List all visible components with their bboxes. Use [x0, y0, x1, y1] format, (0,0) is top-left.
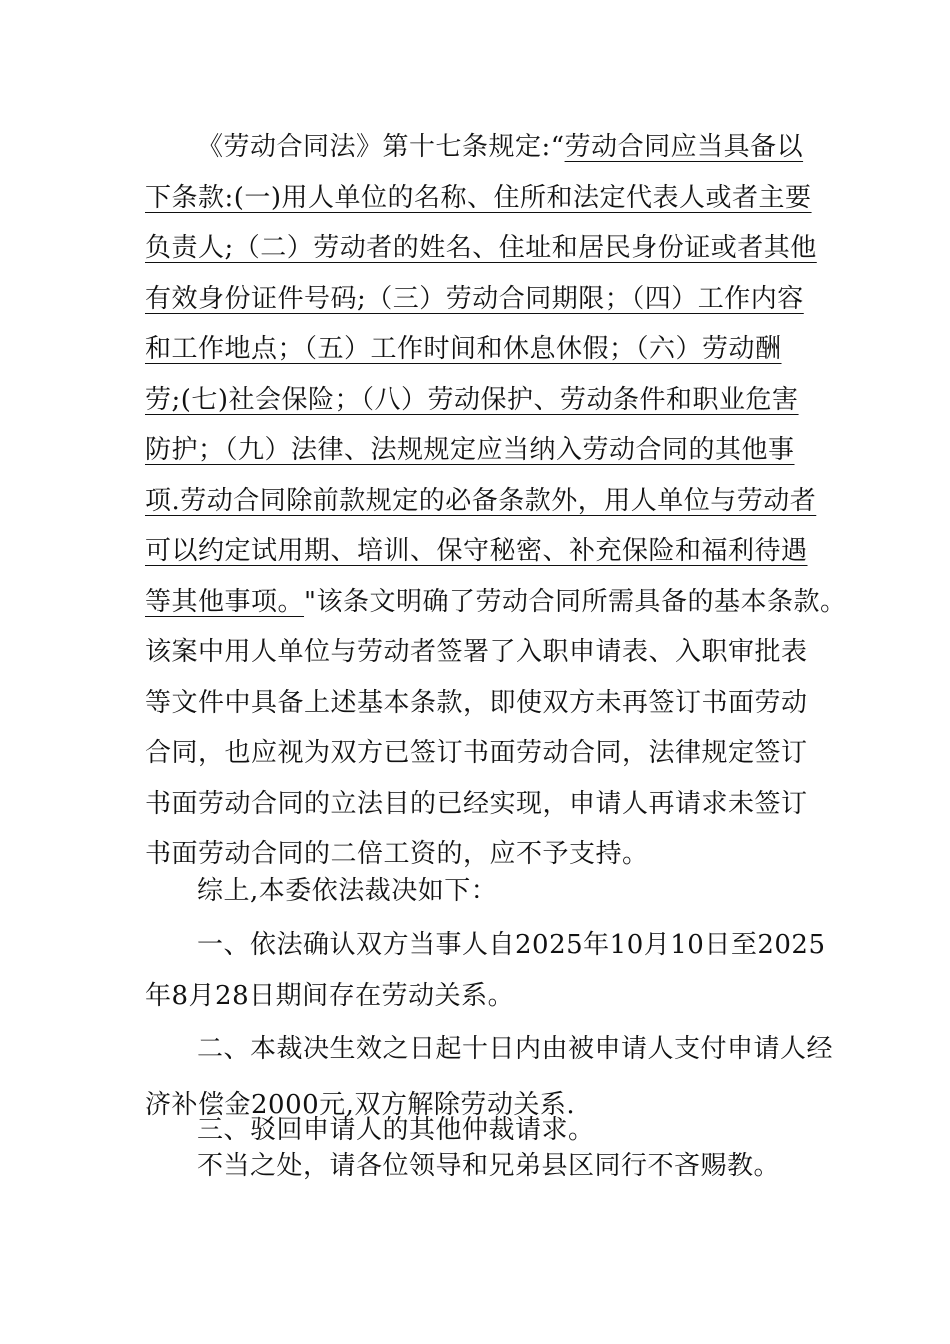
- plain-text: 书面劳动合同的立法目的已经实现，申请人再请求未签订: [145, 788, 808, 819]
- text-line: [145, 173, 810, 224]
- underlined-text: 劳;(七)社会保险；（八）劳动保护、劳动条件和职业危害: [145, 384, 799, 415]
- text-line: [145, 728, 810, 779]
- underlined-text: 和工作地点；（五）工作时间和休息休假；（六）劳动酬: [145, 334, 782, 364]
- plain-text: 等文件中具备上述基本条款，即使双方未再签订书面劳动: [145, 687, 808, 718]
- underlined-text: 下条款:(一)用人单位的名称、住所和法定代表人或者主要: [145, 182, 812, 213]
- text-line: [145, 425, 810, 476]
- underlined-text: 负责人;（二）劳动者的姓名、住址和居民身份证或者其他: [145, 233, 817, 263]
- text-line: 二、本裁决生效之日起十日内由被申请人支付申请人经: [197, 1034, 834, 1064]
- text-line: [145, 627, 810, 678]
- text-line: [145, 678, 810, 729]
- underlined-text: 有效身份证件号码;（三）劳动合同期限；（四）工作内容: [145, 283, 804, 314]
- text-line: [145, 324, 810, 375]
- text-line: [145, 274, 810, 325]
- plain-text: 《劳动合同法》第十七条规定:“: [197, 132, 565, 162]
- closing-remark: [145, 1148, 810, 1184]
- paragraph-summary: [145, 866, 810, 917]
- underlined-text: 等其他事项。: [145, 586, 305, 617]
- plain-text: 合同，也应视为双方已签订书面劳动合同，法律规定签订: [145, 738, 808, 768]
- paragraph-legal-analysis: [145, 122, 847, 880]
- underlined-text: 防护；（九）法律、法规规定应当纳入劳动合同的其他事: [145, 435, 795, 465]
- text-line: 综上,本委依法裁决如下：: [197, 876, 498, 906]
- text-line: [145, 779, 810, 830]
- text-line: 三、驳回申请人的其他仲裁请求。: [197, 1115, 595, 1145]
- underlined-text: 项.劳动合同除前款规定的必备条款外，用人单位与劳动者: [145, 485, 817, 516]
- text-line: [145, 476, 817, 527]
- plain-text: "该条文明确了劳动合同所需具备的基本条款。: [304, 586, 847, 617]
- text-line: [145, 577, 847, 628]
- text-line: 一、依法确认双方当事人自2025年10月10日至2025: [197, 930, 826, 960]
- text-line: 济补偿金2000元,双方解除劳动关系.: [145, 1089, 576, 1120]
- underlined-text: 可以约定试用期、培训、保守秘密、补充保险和福利待遇: [145, 536, 808, 566]
- underlined-text: 劳动合同应当具备以: [564, 132, 804, 162]
- ruling-item-2: [145, 1024, 834, 1123]
- text-line: [145, 375, 810, 426]
- text-line: 不当之处，请各位领导和兄弟县区同行不吝赐教。: [197, 1151, 781, 1181]
- ruling-item-1: [145, 920, 826, 1021]
- plain-text: 书面劳动合同的二倍工资的，应不予支持。: [145, 839, 649, 869]
- text-line: [145, 122, 810, 173]
- ruling-item-3: [145, 1112, 810, 1148]
- plain-text: 该案中用人单位与劳动者签署了入职申请表、入职审批表: [145, 637, 808, 667]
- text-line: [145, 526, 810, 577]
- text-line: [145, 223, 817, 274]
- text-line: 年8月28日期间存在劳动关系。: [145, 980, 515, 1011]
